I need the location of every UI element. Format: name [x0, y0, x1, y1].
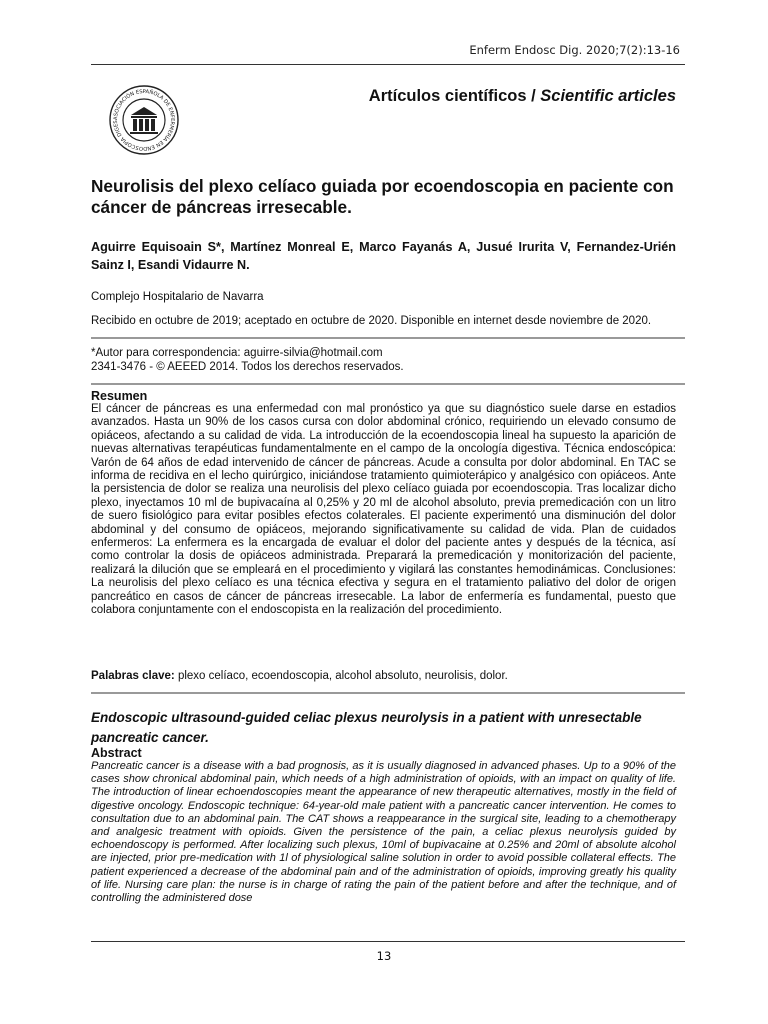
section-es: Artículos científicos [368, 87, 527, 105]
logo-ring-text: ASOCIACIÓN ESPAÑOLA DE ENFERMERÍA EN ENDOSCOPIA DIGES [112, 88, 176, 152]
section-separator: / [526, 87, 541, 105]
journal-reference: Enferm Endosc Dig. 2020;7(2):13-16 [469, 43, 680, 57]
keywords-text: plexo celíaco, ecoendoscopia, alcohol absoluto, neurolisis, dolor. [174, 670, 508, 682]
association-logo [108, 84, 180, 156]
abstract-heading: Abstract [91, 746, 142, 760]
correspondence-line: *Autor para correspondencia: aguirre-silvia@hotmail.com [91, 347, 383, 359]
resumen-heading: Resumen [91, 389, 148, 403]
keywords [91, 670, 508, 682]
keywords-label: Palabras clave: [91, 670, 175, 682]
abstract-text: Pancreatic cancer is a disease with a bad prognosis, as it is usually diagnosed in advanced phases. Up to a 90% of the cases show chronical abdominal pain, which needs of a high administration of opioids, with an impact on quality of life. The introduction of linear echoendoscopies meant the appearance of new therapeutic alternatives, mostly in the field of digestive oncology. Endoscopic technique: 64-year-old male patient with a pancreatic cancer intervention. He comes to consultation due to an abdominal pain. The CAT shows a reappearance in the surgical site, leading to a chemotherapy and analgesic treatment with opioids. Given the persistence of the pain, a celiac plexus neurolysis guided by echoendoscopy is performed. After localizing such plexus, 10ml of bupivacaine at 0.25% and 20ml of absolute alcohol are injected, prior pre-medication with 1l of physiological saline solution in order to avoid possible collateral effects. The patient experienced a decrease of the abdominal pain and of the administration of opioids, improving greatly his quality of life. Nursing care plan: the nurse is in charge of rating the pain of the patient before and after the technique, and of controlling the administered dose [91, 760, 676, 905]
footer-rule [91, 941, 685, 942]
received-dates: Recibido en octubre de 2019; aceptado en octubre de 2020. Disponible en internet desde noviembre de 2020. [91, 315, 652, 327]
divider [91, 692, 685, 694]
section-en: Scientific articles [540, 87, 676, 105]
affiliation: Complejo Hospitalario de Navarra [91, 291, 264, 303]
english-title: Endoscopic ultrasound-guided celiac plexus neurolysis in a patient with unresectable pancreatic cancer. [91, 710, 642, 745]
resumen-text: El cáncer de páncreas es una enfermedad con mal pronóstico ya que su diagnóstico suele darse en estadios avanzados. Hasta un 90% de los casos cursa con dolor abdominal crónico, requiriendo un elevado consumo de opiáceos, afectando a su calidad de vida. La introducción de la ecoendoscopia lineal ha supuesto la aparición de nuevas alternativas terapéuticas fundamentalmente en el campo de la oncología digestiva. Técnica endoscópica: Varón de 64 años de edad intervenido de cáncer de páncreas. Acude a consulta por dolor abdominal. En TAC se informa de recidiva en el lecho quirúrgico, iniciándose tratamiento quimioterápico y analgésico con opiáceos. Ante la persistencia de dolor se realiza una neurolisis del plexo celíaco guiada por ecoendoscopia. Tras localizar dicho plexo, inyectamos 10 ml de bupivacaína al 0,25% y 20 ml de alcohol absoluto, previa premedicación con un litro de suero fisiológico para evitar posibles efectos colaterales. El paciente experimentó una disminución del dolor abdominal y del consumo de opiáceos, mejorando significativamente su calidad de vida. Plan de cuidados enfermeros: La enfermera es la encargada de evaluar el dolor del paciente antes y después de la técnica, así como controlar la dosis de opiáceos administrada. Preparará la premedicación y monitorización del paciente, realizará la dilución que se empleará en el procedimiento y vigilará las constantes hemodinámicas. Conclusiones: La neurolisis del plexo celíaco es una técnica efectiva y segura en el tratamiento paliativo del dolor de origen pancreático en casos de cáncer de páncreas irresecable. La labor de enfermería es fundamental, puesto que colabora conjuntamente con el endoscopista en la realización del procedimiento. [91, 403, 676, 617]
page-number: 13 [376, 949, 392, 963]
divider [91, 337, 685, 339]
article-authors: Aguirre Equisoain S*, Martínez Monreal E, Marco Fayanás A, Jusué Irurita V, Fernandez-Urién Sainz I, Esandi Vidaurre N. [91, 240, 676, 272]
correspondence-block [91, 346, 404, 374]
article-title: Neurolisis del plexo celíaco guiada por ecoendoscopia en paciente con cáncer de páncreas irresecable. [91, 176, 674, 217]
section-heading [369, 87, 676, 106]
copyright-line: 2341-3476 - © AEEED 2014. Todos los derechos reservados. [91, 361, 404, 373]
divider [91, 383, 685, 385]
header-rule [91, 64, 685, 65]
